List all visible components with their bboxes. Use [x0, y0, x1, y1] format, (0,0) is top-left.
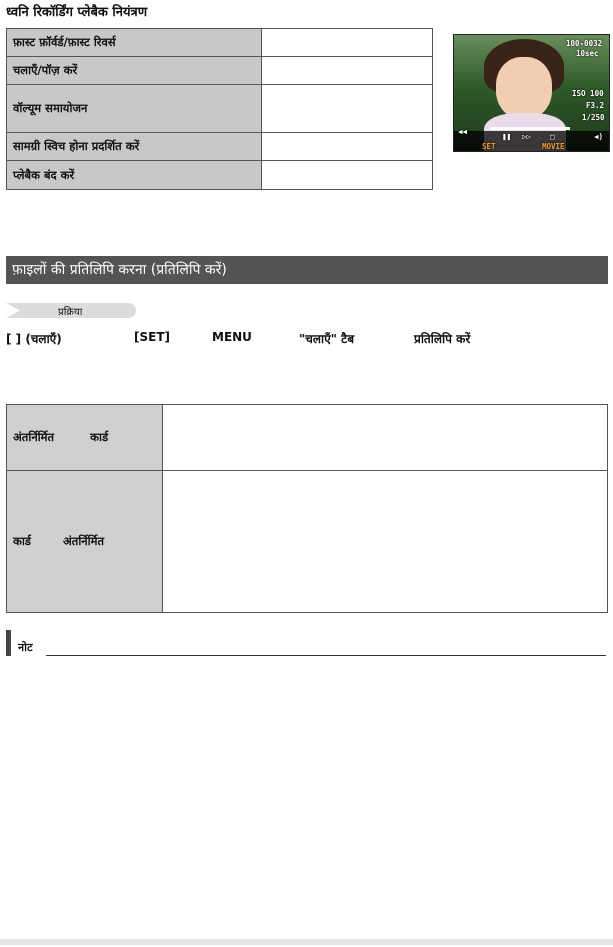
path-step: "चलाएँ" टैब [299, 332, 355, 346]
procedure-tab [6, 303, 136, 318]
section-heading-copy-files: फ़ाइलों की प्रतिलिपि करना (प्रतिलिपि करें) [6, 256, 608, 284]
lcd-shutter: 1/250 [582, 113, 605, 122]
section-heading-sound-playback: ध्वनि रिकॉर्डिंग प्लेबैक नियंत्रण [6, 5, 148, 20]
stop-icon: □ [550, 132, 555, 141]
control-value [262, 85, 433, 133]
path-step: प्रतिलिपि करें [414, 332, 471, 346]
page-footer-bar [0, 939, 613, 945]
copy-from: अंतर्निर्मित [13, 430, 55, 444]
control-value [262, 161, 433, 190]
control-label: फ़ास्ट फ़ॉर्वर्ड/फ़ास्ट रिवर्स [7, 29, 262, 57]
note-label: नोट [18, 641, 33, 654]
volume-icon: ◀) [594, 132, 604, 141]
procedure-label: प्रक्रिया [58, 307, 83, 318]
note-marker [6, 630, 11, 656]
lcd-control-bar [454, 131, 609, 151]
lcd-duration: 10sec [576, 49, 599, 58]
path-step: [ ] (चलाएँ) [6, 332, 62, 346]
pause-icon: ❚❚ [502, 132, 512, 141]
path-step: MENU [212, 330, 252, 344]
copy-to: अंतर्निर्मित [62, 534, 105, 548]
lcd-iso: ISO 100 [572, 89, 604, 98]
copy-options-table [6, 404, 608, 613]
photo-face [496, 57, 552, 119]
note-divider [46, 655, 606, 656]
control-value [262, 29, 433, 57]
control-label: वॉल्यूम समायोजन [7, 85, 262, 133]
camera-lcd-screen [453, 34, 610, 152]
procedure-flag-icon [6, 303, 20, 318]
rewind-icon: ◀◀ [458, 127, 468, 136]
lcd-progress-bar [490, 127, 570, 130]
control-label: सामग्री स्विच होना प्रदर्शित करें [7, 133, 262, 161]
copy-from: कार्ड [13, 534, 31, 548]
copy-to: कार्ड [90, 430, 109, 444]
copy-direction-label [7, 405, 163, 471]
lcd-aperture: F3.2 [586, 101, 605, 110]
control-label: प्लेबैक बंद करें [7, 161, 262, 190]
copy-direction-label [7, 471, 163, 613]
copy-description [163, 471, 608, 613]
lcd-movie-label: MOVIE [542, 142, 565, 151]
control-value [262, 57, 433, 85]
control-label: चलाएँ/पॉज़ करें [7, 57, 262, 85]
path-step: [SET] [134, 330, 170, 344]
copy-description [163, 405, 608, 471]
lcd-file-number: 100-0032 [566, 39, 603, 48]
lcd-set-label: SET [482, 142, 496, 151]
forward-icon: ▷▷ [522, 132, 532, 141]
control-value [262, 133, 433, 161]
playback-control-table [6, 28, 433, 190]
